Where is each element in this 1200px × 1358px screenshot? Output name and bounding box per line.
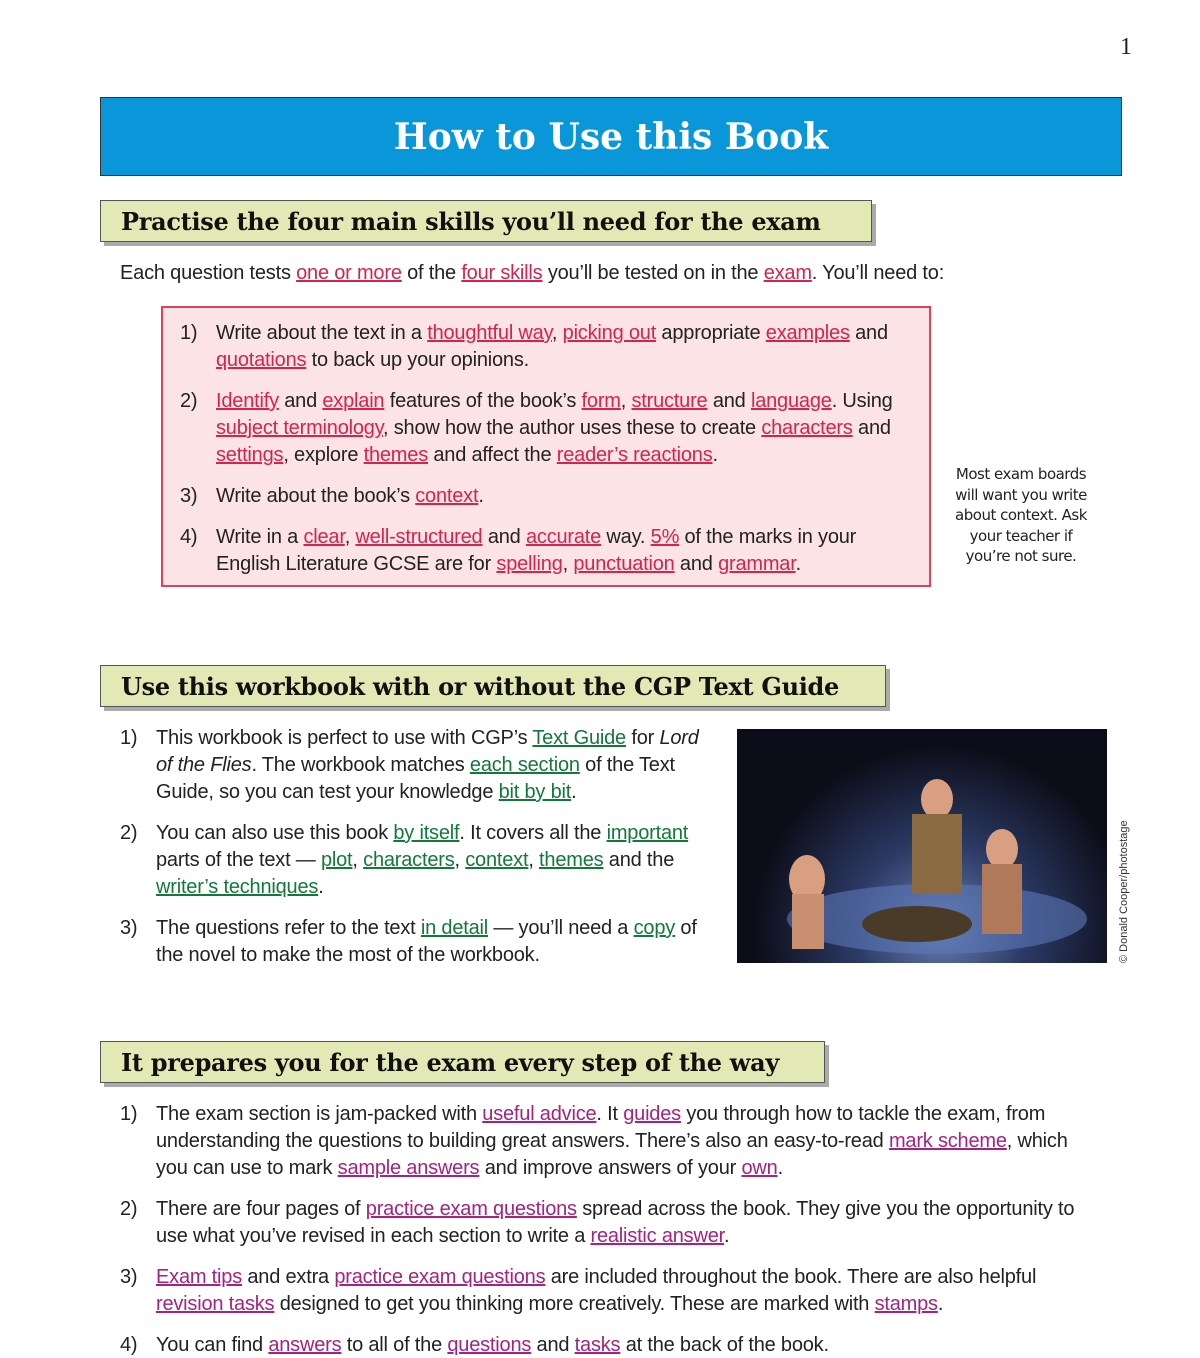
list-item — [120, 1101, 1080, 1182]
underlined-term: practice exam questions — [334, 1266, 546, 1288]
text-run: , — [352, 849, 364, 871]
underlined-term: questions — [447, 1334, 532, 1356]
text-run: , — [454, 849, 466, 871]
stage-photo — [737, 729, 1107, 963]
item-number: 3) — [180, 485, 198, 507]
text-run: . — [777, 1157, 783, 1179]
text-run: , — [562, 553, 574, 575]
item-number: 4) — [180, 526, 198, 548]
underlined-term: examples — [765, 322, 850, 344]
underlined-term: themes — [539, 849, 604, 871]
workbook-list — [120, 725, 715, 983]
side-note: Most exam boards will want you write about context. Ask your teacher if you’re not sure. — [955, 465, 1087, 565]
item-number: 4) — [120, 1334, 138, 1356]
skills-list — [180, 320, 915, 592]
section-heading-skills: Practise the four main skills you’ll need for the exam — [100, 200, 872, 242]
text-run: and affect the — [428, 444, 557, 466]
underlined-term: revision tasks — [156, 1293, 275, 1315]
underlined-term: thoughtful way — [427, 322, 552, 344]
text-run: and improve answers of your — [479, 1157, 742, 1179]
list-item — [180, 388, 915, 469]
text-run: The questions refer to the text — [156, 917, 421, 939]
list-item — [180, 483, 915, 510]
underlined-term: themes — [363, 444, 428, 466]
text-run: to back up your opinions. — [306, 349, 530, 371]
text-run: and the — [603, 849, 675, 871]
item-number: 2) — [180, 390, 198, 412]
item-number: 2) — [120, 1198, 138, 1220]
book-title-italic: Lord of the Flies — [156, 727, 699, 776]
text-run: to all of the — [341, 1334, 448, 1356]
text-run: of the novel to make the most of the workbook. — [156, 917, 697, 966]
text-run: , — [551, 322, 563, 344]
text-run: . — [712, 444, 718, 466]
underlined-term: answers — [268, 1334, 342, 1356]
text-run: and — [707, 390, 751, 412]
section-heading-exam: It prepares you for the exam every step of the way — [100, 1041, 825, 1083]
underlined-term: bit by bit — [498, 781, 572, 803]
list-item — [120, 1332, 1080, 1358]
item-number: 3) — [120, 1266, 138, 1288]
list-item — [120, 1264, 1080, 1318]
text-run: appropriate — [656, 322, 766, 344]
underlined-term: Text Guide — [532, 727, 626, 749]
text-run: . The workbook matches — [251, 754, 470, 776]
exam-list — [120, 1101, 1080, 1358]
underlined-term: language — [750, 390, 832, 412]
underlined-term: one or more — [296, 262, 402, 284]
text-run: of the marks in your English Literature GCSE are for — [216, 526, 857, 575]
underlined-term: stamps — [874, 1293, 938, 1315]
text-run: — you’ll need a — [488, 917, 634, 939]
text-run: way. — [601, 526, 651, 548]
underlined-term: 5% — [650, 526, 680, 548]
underlined-term: Exam tips — [156, 1266, 243, 1288]
text-run: . — [795, 553, 801, 575]
underlined-term: practice exam questions — [365, 1198, 577, 1220]
text-run: you’ll be tested on in the — [542, 262, 764, 284]
underlined-term: settings — [216, 444, 284, 466]
item-number: 2) — [120, 822, 138, 844]
list-item — [120, 1196, 1080, 1250]
text-run: This workbook is perfect to use with CGP’s — [156, 727, 533, 749]
text-run: . — [724, 1225, 730, 1247]
underlined-term: structure — [631, 390, 708, 412]
underlined-term: useful advice — [482, 1103, 597, 1125]
underlined-term: picking out — [562, 322, 657, 344]
text-run: of the — [401, 262, 462, 284]
item-number: 3) — [120, 917, 138, 939]
text-run: Write in a — [216, 526, 304, 548]
text-run: , explore — [283, 444, 364, 466]
list-item — [180, 524, 915, 578]
intro-text — [120, 260, 1080, 287]
stage-photo-figures — [737, 729, 1107, 963]
underlined-term: realistic answer — [590, 1225, 725, 1247]
underlined-term: own — [741, 1157, 778, 1179]
underlined-term: guides — [623, 1103, 681, 1125]
underlined-term: characters — [761, 417, 853, 439]
text-run: , which you can use to mark — [156, 1130, 1068, 1179]
underlined-term: copy — [633, 917, 676, 939]
section-heading-workbook: Use this workbook with or without the CGP Text Guide — [100, 665, 886, 707]
text-run: , — [344, 526, 356, 548]
text-run: and — [278, 390, 323, 412]
underlined-term: in detail — [420, 917, 489, 939]
underlined-term: tasks — [574, 1334, 621, 1356]
underlined-term: grammar — [718, 553, 796, 575]
underlined-term: accurate — [525, 526, 602, 548]
underlined-term: punctuation — [573, 553, 675, 575]
text-run: Each question tests — [120, 262, 297, 284]
text-run: You can also use this book — [156, 822, 394, 844]
text-run: you through how to tackle the exam, from understanding the questions to building great answers. There’s also an easy-to-read — [156, 1103, 1046, 1152]
text-run: You can find — [156, 1334, 269, 1356]
list-item — [120, 725, 715, 806]
underlined-term: sample answers — [337, 1157, 480, 1179]
underlined-term: well-structured — [355, 526, 483, 548]
underlined-term: form — [581, 390, 621, 412]
text-run: . It — [596, 1103, 624, 1125]
underlined-term: quotations — [216, 349, 307, 371]
item-number: 1) — [120, 727, 138, 749]
text-run: , show how the author uses these to create — [383, 417, 762, 439]
text-run: spread across the book. They give you the opportunity to use what you’ve revised in each section to write a — [156, 1198, 1075, 1247]
underlined-term: explain — [322, 390, 385, 412]
text-run: . — [318, 876, 324, 898]
underlined-term: mark scheme — [888, 1130, 1007, 1152]
underlined-term: subject terminology — [216, 417, 384, 439]
underlined-term: reader’s reactions — [556, 444, 713, 466]
item-number: 1) — [180, 322, 198, 344]
underlined-term: context — [465, 849, 529, 871]
text-run: , — [528, 849, 540, 871]
text-run: , — [620, 390, 632, 412]
underlined-term: writer’s techniques — [156, 876, 319, 898]
text-run: . — [571, 781, 577, 803]
list-item — [180, 320, 915, 374]
text-run: . You’ll need to: — [811, 262, 945, 284]
text-run: features of the book’s — [384, 390, 582, 412]
text-run: designed to get you thinking more creatively. These are marked with — [274, 1293, 875, 1315]
text-run: . It covers all the — [459, 822, 607, 844]
underlined-term: each section — [469, 754, 580, 776]
list-item — [120, 820, 715, 901]
text-run: . — [937, 1293, 944, 1315]
page-number: 1 — [1120, 34, 1132, 60]
text-run: There are four pages of — [156, 1198, 366, 1220]
page-title: How to Use this Book — [100, 97, 1122, 176]
underlined-term: spelling — [496, 553, 563, 575]
text-run: and — [852, 417, 891, 439]
text-run: and — [849, 322, 888, 344]
text-run: and — [531, 1334, 575, 1356]
text-run: The exam section is jam-packed with — [156, 1103, 483, 1125]
text-run: at the back of the book. — [620, 1334, 829, 1356]
text-run: Write about the book’s — [216, 485, 416, 507]
underlined-term: context — [415, 485, 479, 507]
text-run: and — [482, 526, 526, 548]
underlined-term: characters — [363, 849, 455, 871]
text-run: and — [674, 553, 719, 575]
list-item — [120, 915, 715, 969]
underlined-term: Identify — [216, 390, 279, 412]
underlined-term: exam — [763, 262, 812, 284]
underlined-term: by itself — [393, 822, 460, 844]
text-run: and extra — [242, 1266, 335, 1288]
text-run: . — [478, 485, 484, 507]
text-run: . Using — [831, 390, 893, 412]
photo-credit: © Donald Cooper/photostage — [1118, 820, 1130, 963]
underlined-term: clear — [303, 526, 345, 548]
text-run: parts of the text — — [156, 849, 321, 871]
underlined-term: plot — [320, 849, 353, 871]
underlined-term: four skills — [461, 262, 543, 284]
text-run: for — [625, 727, 660, 749]
text-run: are included throughout the book. There are also helpful — [545, 1266, 1037, 1288]
text-run: Write about the text in a — [216, 322, 428, 344]
text-run: of the Text Guide, so you can test your knowledge — [156, 754, 675, 803]
underlined-term: important — [606, 822, 689, 844]
item-number: 1) — [120, 1103, 138, 1125]
